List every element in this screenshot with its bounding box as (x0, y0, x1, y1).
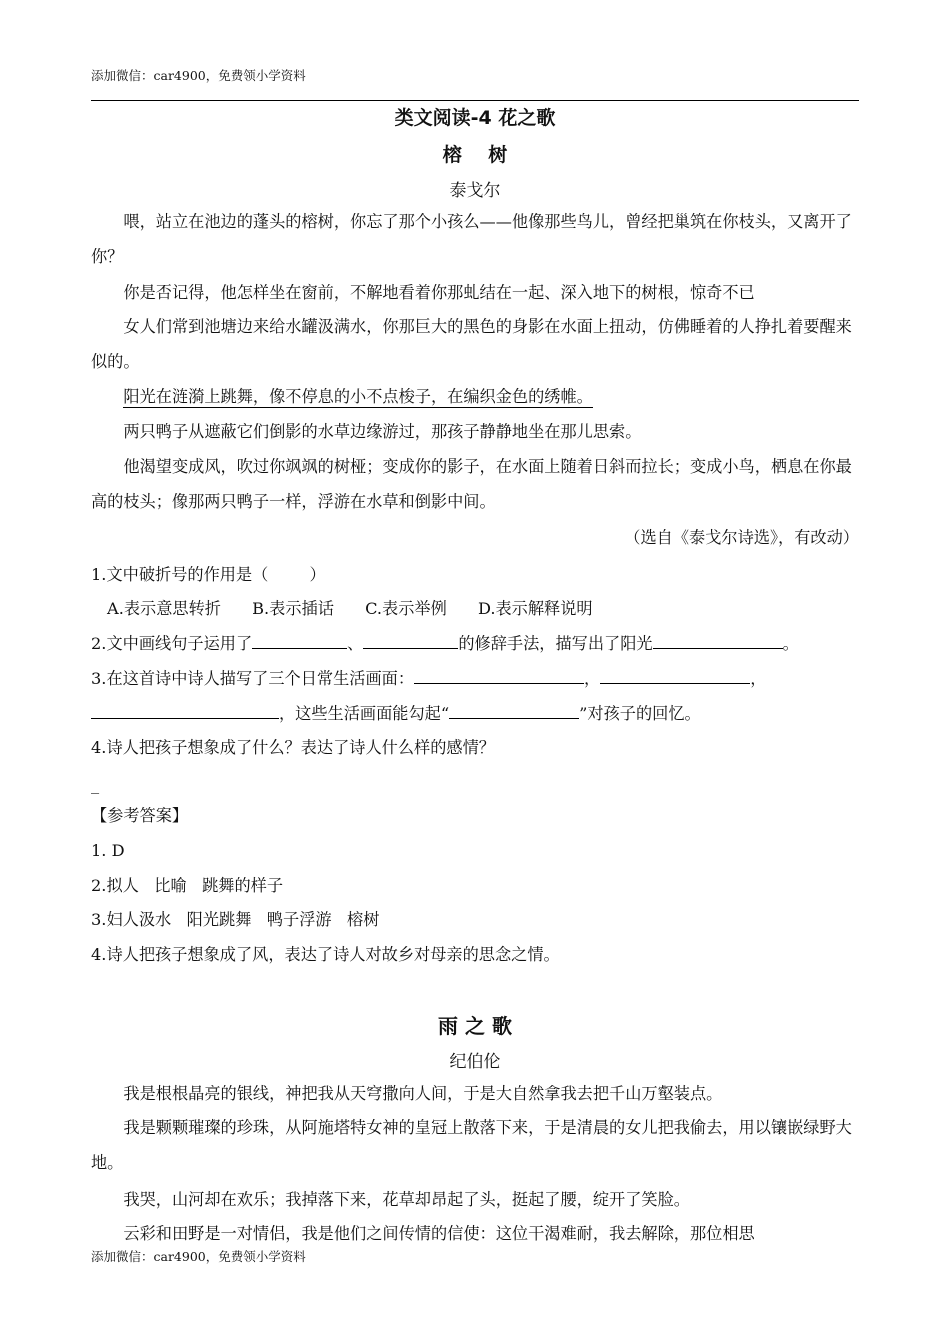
answer-4: 4.诗人把孩子想象成了风，表达了诗人对故乡对母亲的思念之情。 (91, 945, 560, 964)
poem1-author: 泰戈尔 (449, 181, 501, 201)
answer-1: 1. D (91, 841, 125, 860)
poem1-source: （选自《泰戈尔诗选》，有改动） (624, 528, 859, 547)
answer-2: 2.拟人 比喻 跳舞的样子 (91, 876, 284, 895)
underlined-sentence: 阳光在涟漪上跳舞，像不停息的小不点梭子，在编织金色的绣帷。 (123, 387, 593, 406)
answer-blank[interactable] (414, 668, 584, 684)
answer-blank[interactable] (252, 633, 347, 649)
question-3-line-1 (91, 662, 859, 697)
poem2-author: 纪伯伦 (449, 1052, 501, 1072)
answer-3: 3.妇人汲水 阳光跳舞 鸭子浮游 榕树 (91, 910, 380, 929)
question-3-line-2 (91, 697, 859, 732)
option-b: B.表示插话 (252, 599, 334, 618)
question-1-options (91, 592, 875, 627)
poem2-title: 雨 之 歌 (438, 1014, 512, 1038)
poem2-paragraph-2: 我是颗颗璀璨的珍珠，从阿施塔特女神的皇冠上散落下来，于是清晨的女儿把我偷去，用以镶嵌绿野大地。 (91, 1118, 852, 1172)
answer-blank[interactable] (91, 703, 279, 719)
page-header: 添加微信：car4900，免费领小学资料 (91, 68, 306, 83)
poem1-paragraph-2: 你是否记得，他怎样坐在窗前，不解地看着你那虬结在一起、深入地下的树根，惊奇不已 (123, 283, 755, 302)
answer-blank[interactable] (449, 703, 579, 719)
question-3-text: 3.在这首诗中诗人描写了三个日常生活画面： (91, 669, 415, 688)
answer-line-mark: _ (91, 775, 100, 794)
question-3-text-2: ，这些生活画面能勾起“ (279, 704, 450, 723)
poem2-paragraph-1: 我是根根晶亮的银线，神把我从天穹撒向人间，于是大自然拿我去把千山万壑装点。 (123, 1084, 723, 1103)
poem2-paragraph-4: 云彩和田野是一对情侣，我是他们之间传情的信使：这位干渴难耐，我去解除，那位相思 (123, 1224, 755, 1243)
option-a: A.表示意思转折 (107, 599, 221, 618)
poem2-paragraph-3: 我哭，山河却在欢乐；我掉落下来，花草却昂起了头，挺起了腰，绽开了笑脸。 (123, 1190, 690, 1209)
poem1-paragraph-6: 他渴望变成风，吹过你飒飒的树桠；变成你的影子，在水面上随着日斜而拉长；变成小鸟，栖息在你最高的枝头；像那两只鸭子一样，浮游在水草和倒影中间。 (91, 457, 852, 511)
answers-heading: 【参考答案】 (91, 806, 189, 825)
question-4: 4.诗人把孩子想象成了什么？表达了诗人什么样的感情？ (91, 738, 495, 757)
answer-blank[interactable] (653, 633, 783, 649)
poem1-paragraph-1: 喂，站立在池边的蓬头的榕树，你忘了那个小孩么——他像那些鸟儿，曾经把巢筑在你枝头，又离开了你？ (91, 212, 852, 266)
answer-blank[interactable] (600, 668, 750, 684)
question-2 (91, 627, 859, 662)
question-2-sep: 、 (347, 634, 364, 653)
question-1: 1.文中破折号的作用是（ ） (91, 565, 326, 584)
poem1-title: 榕 树 (442, 144, 508, 166)
poem1-paragraph-4 (91, 380, 859, 415)
question-2-end: 。 (782, 634, 799, 653)
poem1-paragraph-3: 女人们常到池塘边来给水罐汲满水，你那巨大的黑色的身影在水面上扭动，仿佛睡着的人挣扎着要醒来似的。 (91, 317, 852, 371)
poem1-paragraph-5: 两只鸭子从遮蔽它们倒影的水草边缘游过，那孩子静静地坐在那儿思索。 (123, 422, 642, 441)
page-footer: 添加微信：car4900，免费领小学资料 (91, 1249, 306, 1264)
answer-blank[interactable] (363, 633, 458, 649)
question-3-sep: ， (584, 669, 601, 688)
document-title: 类文阅读-4 花之歌 (394, 107, 556, 129)
question-2-text-2: 的修辞手法，描写出了阳光 (458, 634, 653, 653)
header-rule (91, 100, 859, 101)
option-d: D.表示解释说明 (477, 599, 593, 618)
question-3-end: ”对孩子的回忆。 (579, 704, 701, 723)
option-c: C.表示举例 (365, 599, 447, 618)
question-3-sep-2: ， (750, 669, 767, 688)
question-2-text: 2.文中画线句子运用了 (91, 634, 253, 653)
